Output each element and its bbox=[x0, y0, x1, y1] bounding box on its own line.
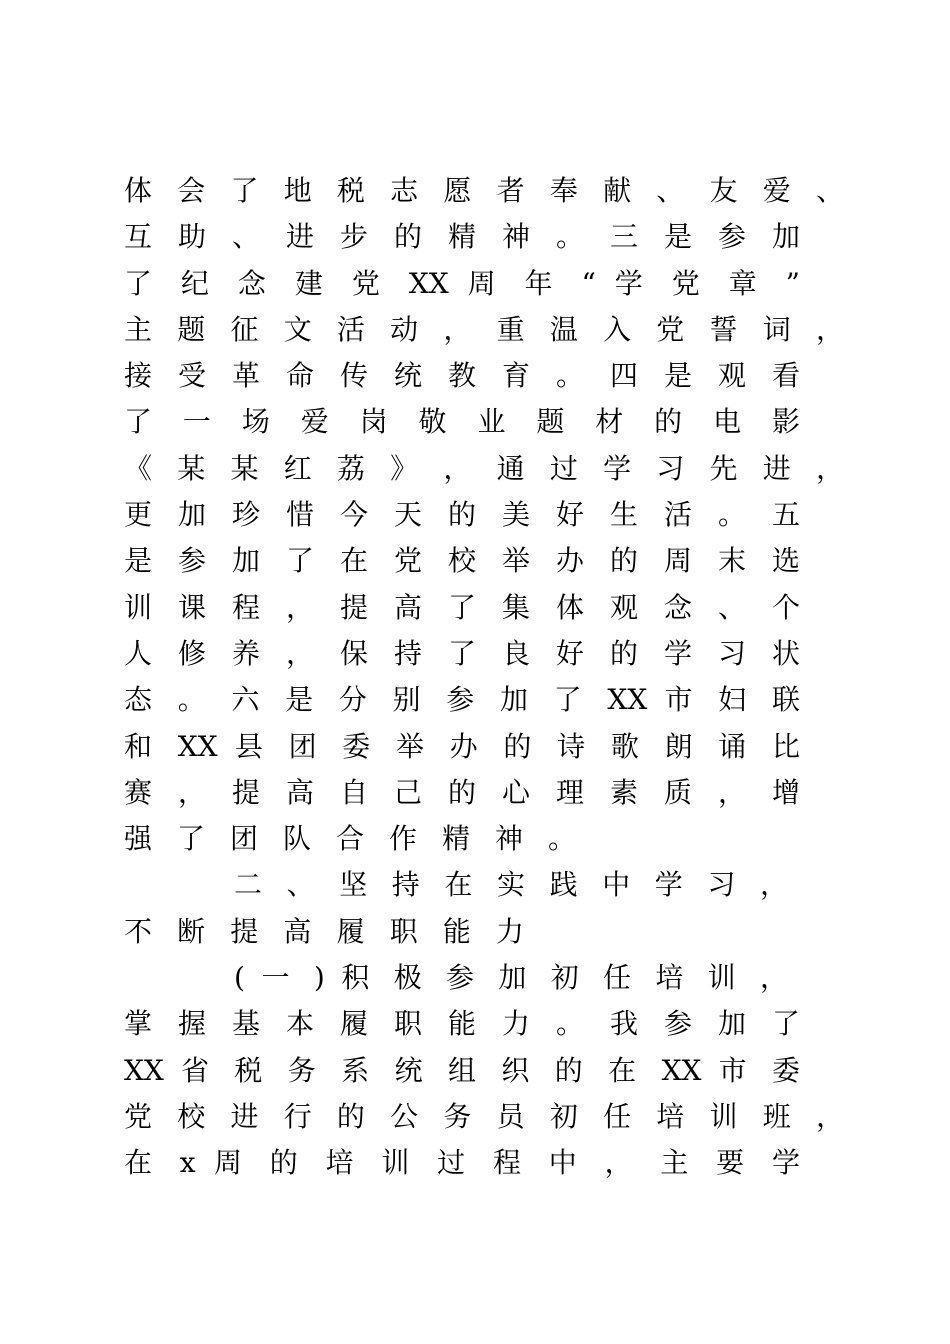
text-line-7: 《 某 某 红 荔 》 ， 通 过 学 习 先 进 ， bbox=[124, 451, 844, 485]
text-line-3: 了 纪 念 建 党 XX 周 年 “ 学 党 章 ” bbox=[124, 266, 800, 300]
subsection-heading-line: ( 一 ) 积 极 参 加 初 任 培 训 ， bbox=[234, 961, 788, 995]
text-line-2: 互 助 、 进 步 的 精 神 。 三 是 参 加 bbox=[124, 220, 800, 254]
text-line-22: 在 x 周 的 培 训 过 程 中 ， 主 要 学 bbox=[124, 1146, 800, 1180]
text-line-13: 和 XX 县 团 委 举 办 的 诗 歌 朗 诵 比 bbox=[124, 729, 800, 763]
text-line-9: 是 参 加 了 在 党 校 举 办 的 周 末 选 bbox=[124, 544, 800, 578]
body-text bbox=[124, 168, 844, 1187]
text-line-10: 训 课 程 ， 提 高 了 集 体 观 念 、 个 bbox=[124, 590, 800, 624]
text-line-14: 赛 ， 提 高 自 己 的 心 理 素 质 ， 增 bbox=[124, 775, 800, 809]
text-line-11: 人 修 养 ， 保 持 了 良 好 的 学 习 状 bbox=[124, 636, 800, 670]
text-line-19: 掌 握 基 本 履 职 能 力 。 我 参 加 了 bbox=[124, 1007, 800, 1041]
text-line-12: 态 。 六 是 分 别 参 加 了 XX 市 妇 联 bbox=[124, 683, 800, 717]
text-line-8: 更 加 珍 惜 今 天 的 美 好 生 活 。 五 bbox=[124, 498, 800, 532]
text-line-20: XX 省 税 务 系 统 组 织 的 在 XX 市 委 bbox=[124, 1053, 800, 1087]
section-heading-line-2: 不 断 提 高 履 职 能 力 bbox=[124, 914, 524, 948]
section-heading-line-1: 二 、 坚 持 在 实 践 中 学 习 ， bbox=[234, 868, 788, 902]
text-line-4: 主 题 征 文 活 动 ， 重 温 入 党 誓 词 ， bbox=[124, 312, 844, 346]
text-line-15: 强 了 团 队 合 作 精 神 。 bbox=[124, 822, 576, 856]
text-line-6: 了 一 场 爱 岗 敬 业 题 材 的 电 影 bbox=[124, 405, 800, 439]
text-line-1: 体 会 了 地 税 志 愿 者 奉 献 、 友 爱 、 bbox=[124, 174, 844, 207]
text-line-5: 接 受 革 命 传 统 教 育 。 四 是 观 看 bbox=[124, 359, 800, 393]
text-line-21: 党 校 进 行 的 公 务 员 初 任 培 训 班 ， bbox=[124, 1099, 844, 1133]
